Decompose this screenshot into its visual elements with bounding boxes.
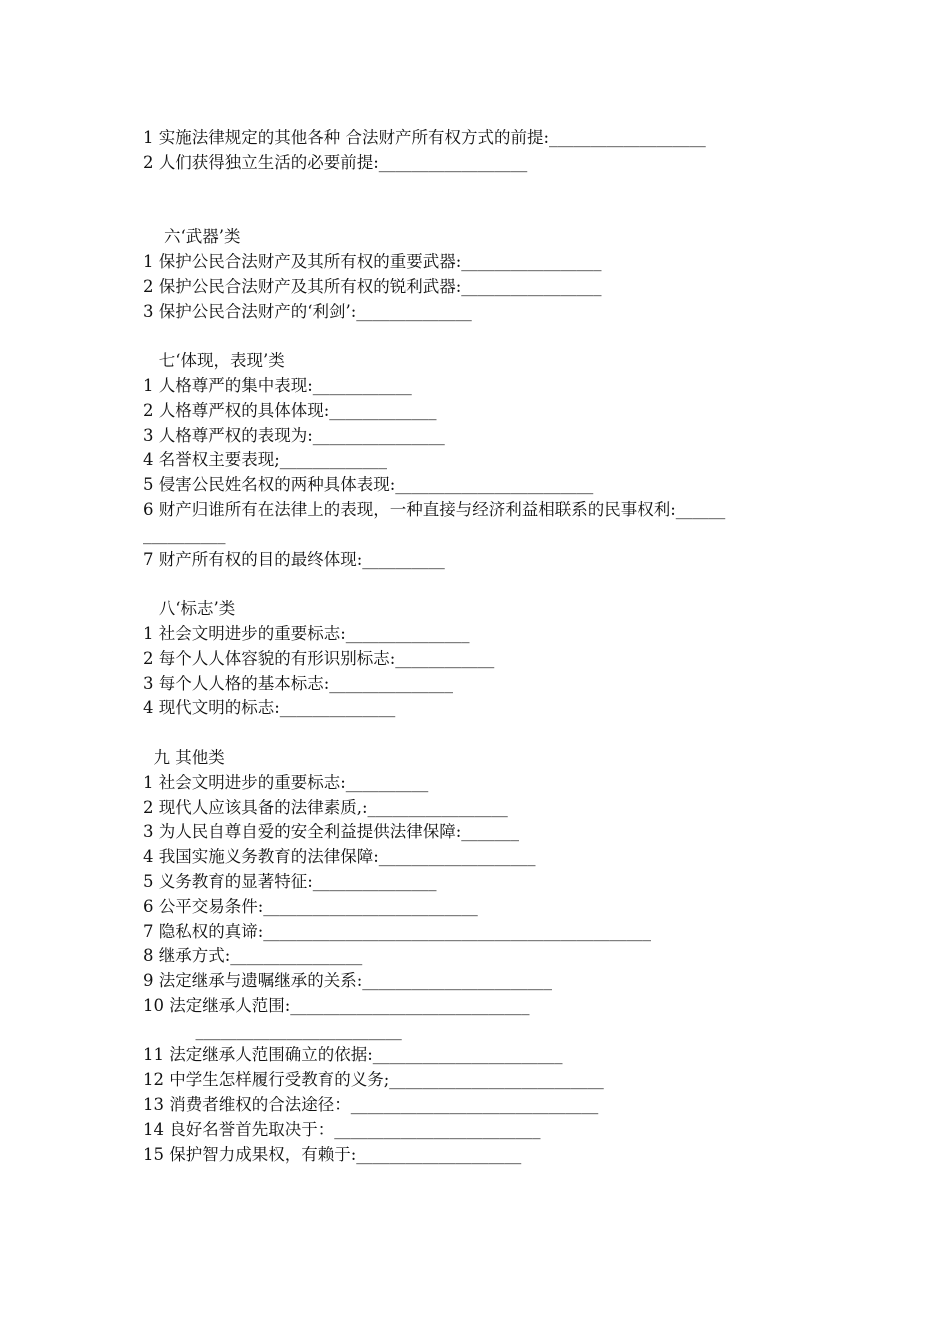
- list-item: 15 保护智力成果权，有赖于:____________________: [143, 1144, 522, 1164]
- list-item: 10 法定继承人范围:_____________________________: [143, 995, 530, 1015]
- list-item: 2 每个人人体容貌的有形识别标志:____________: [143, 648, 495, 668]
- list-item: 2 现代人应该具备的法律素质,:_________________: [143, 797, 508, 817]
- list-item: 6 财产归谁所有在法律上的表现，一种直接与经济利益相联系的民事权利:______: [143, 499, 726, 519]
- list-item: 2 人们获得独立生活的必要前提:__________________: [143, 152, 528, 172]
- list-item: 3 为人民自尊自爱的安全利益提供法律保障:_______: [143, 822, 520, 842]
- section-heading-symbol: 八‘标志’类: [143, 599, 236, 619]
- list-item: 1 实施法律规定的其他各种 合法财产所有权方式的前提:___________________: [143, 128, 706, 147]
- list-item: 6 公平交易条件:__________________________: [143, 896, 478, 916]
- list-item: 1 社会文明进步的重要标志:__________: [143, 772, 429, 792]
- list-item: 4 现代文明的标志:______________: [143, 698, 396, 718]
- list-item: 3 人格尊严权的表现为:________________: [143, 425, 445, 445]
- list-item-continuation: __________: [143, 524, 226, 544]
- section-heading-weapons: 六‘武器’类: [143, 227, 241, 247]
- list-item: 2 保护公民合法财产及其所有权的锐利武器:_________________: [143, 276, 602, 296]
- document-body: [143, 126, 823, 1167]
- list-item: 4 名誉权主要表现;_____________: [143, 450, 388, 470]
- list-item: 8 继承方式:________________: [143, 946, 363, 966]
- list-item: 7 隐私权的真谛:_______________________________________________: [143, 921, 652, 941]
- section-heading-other: 九 其他类: [143, 747, 225, 767]
- list-item: 1 人格尊严的集中表现:____________: [143, 375, 412, 395]
- list-item: 2 人格尊严权的具体体现:_____________: [143, 400, 437, 420]
- list-item: 3 保护公民合法财产的‘利剑’:______________: [143, 301, 472, 321]
- list-item: 1 保护公民合法财产及其所有权的重要武器:_________________: [143, 251, 602, 271]
- list-item: 7 财产所有权的目的最终体现:__________: [143, 549, 445, 569]
- list-item: 12 中学生怎样履行受教育的义务;__________________________: [143, 1070, 604, 1090]
- list-item: 1 社会文明进步的重要标志:_______________: [143, 623, 470, 643]
- section-heading-manifestation: 七‘体现，表现’类: [143, 351, 285, 371]
- list-item: 13 消费者维权的合法途径：______________________________: [143, 1095, 599, 1115]
- list-item: 5 侵害公民姓名权的两种具体表现:________________________: [143, 475, 594, 495]
- list-item: 5 义务教育的显著特征:_______________: [143, 871, 437, 891]
- list-item: 11 法定继承人范围确立的依据:_______________________: [143, 1045, 563, 1065]
- list-item: 4 我国实施义务教育的法律保障:___________________: [143, 847, 536, 867]
- list-item-continuation: _________________________: [143, 1020, 402, 1040]
- list-item: 14 良好名誉首先取决于：_________________________: [143, 1119, 541, 1139]
- list-item: 3 每个人人格的基本标志:_______________: [143, 673, 454, 693]
- list-item: 9 法定继承与遗嘱继承的关系:_______________________: [143, 971, 553, 991]
